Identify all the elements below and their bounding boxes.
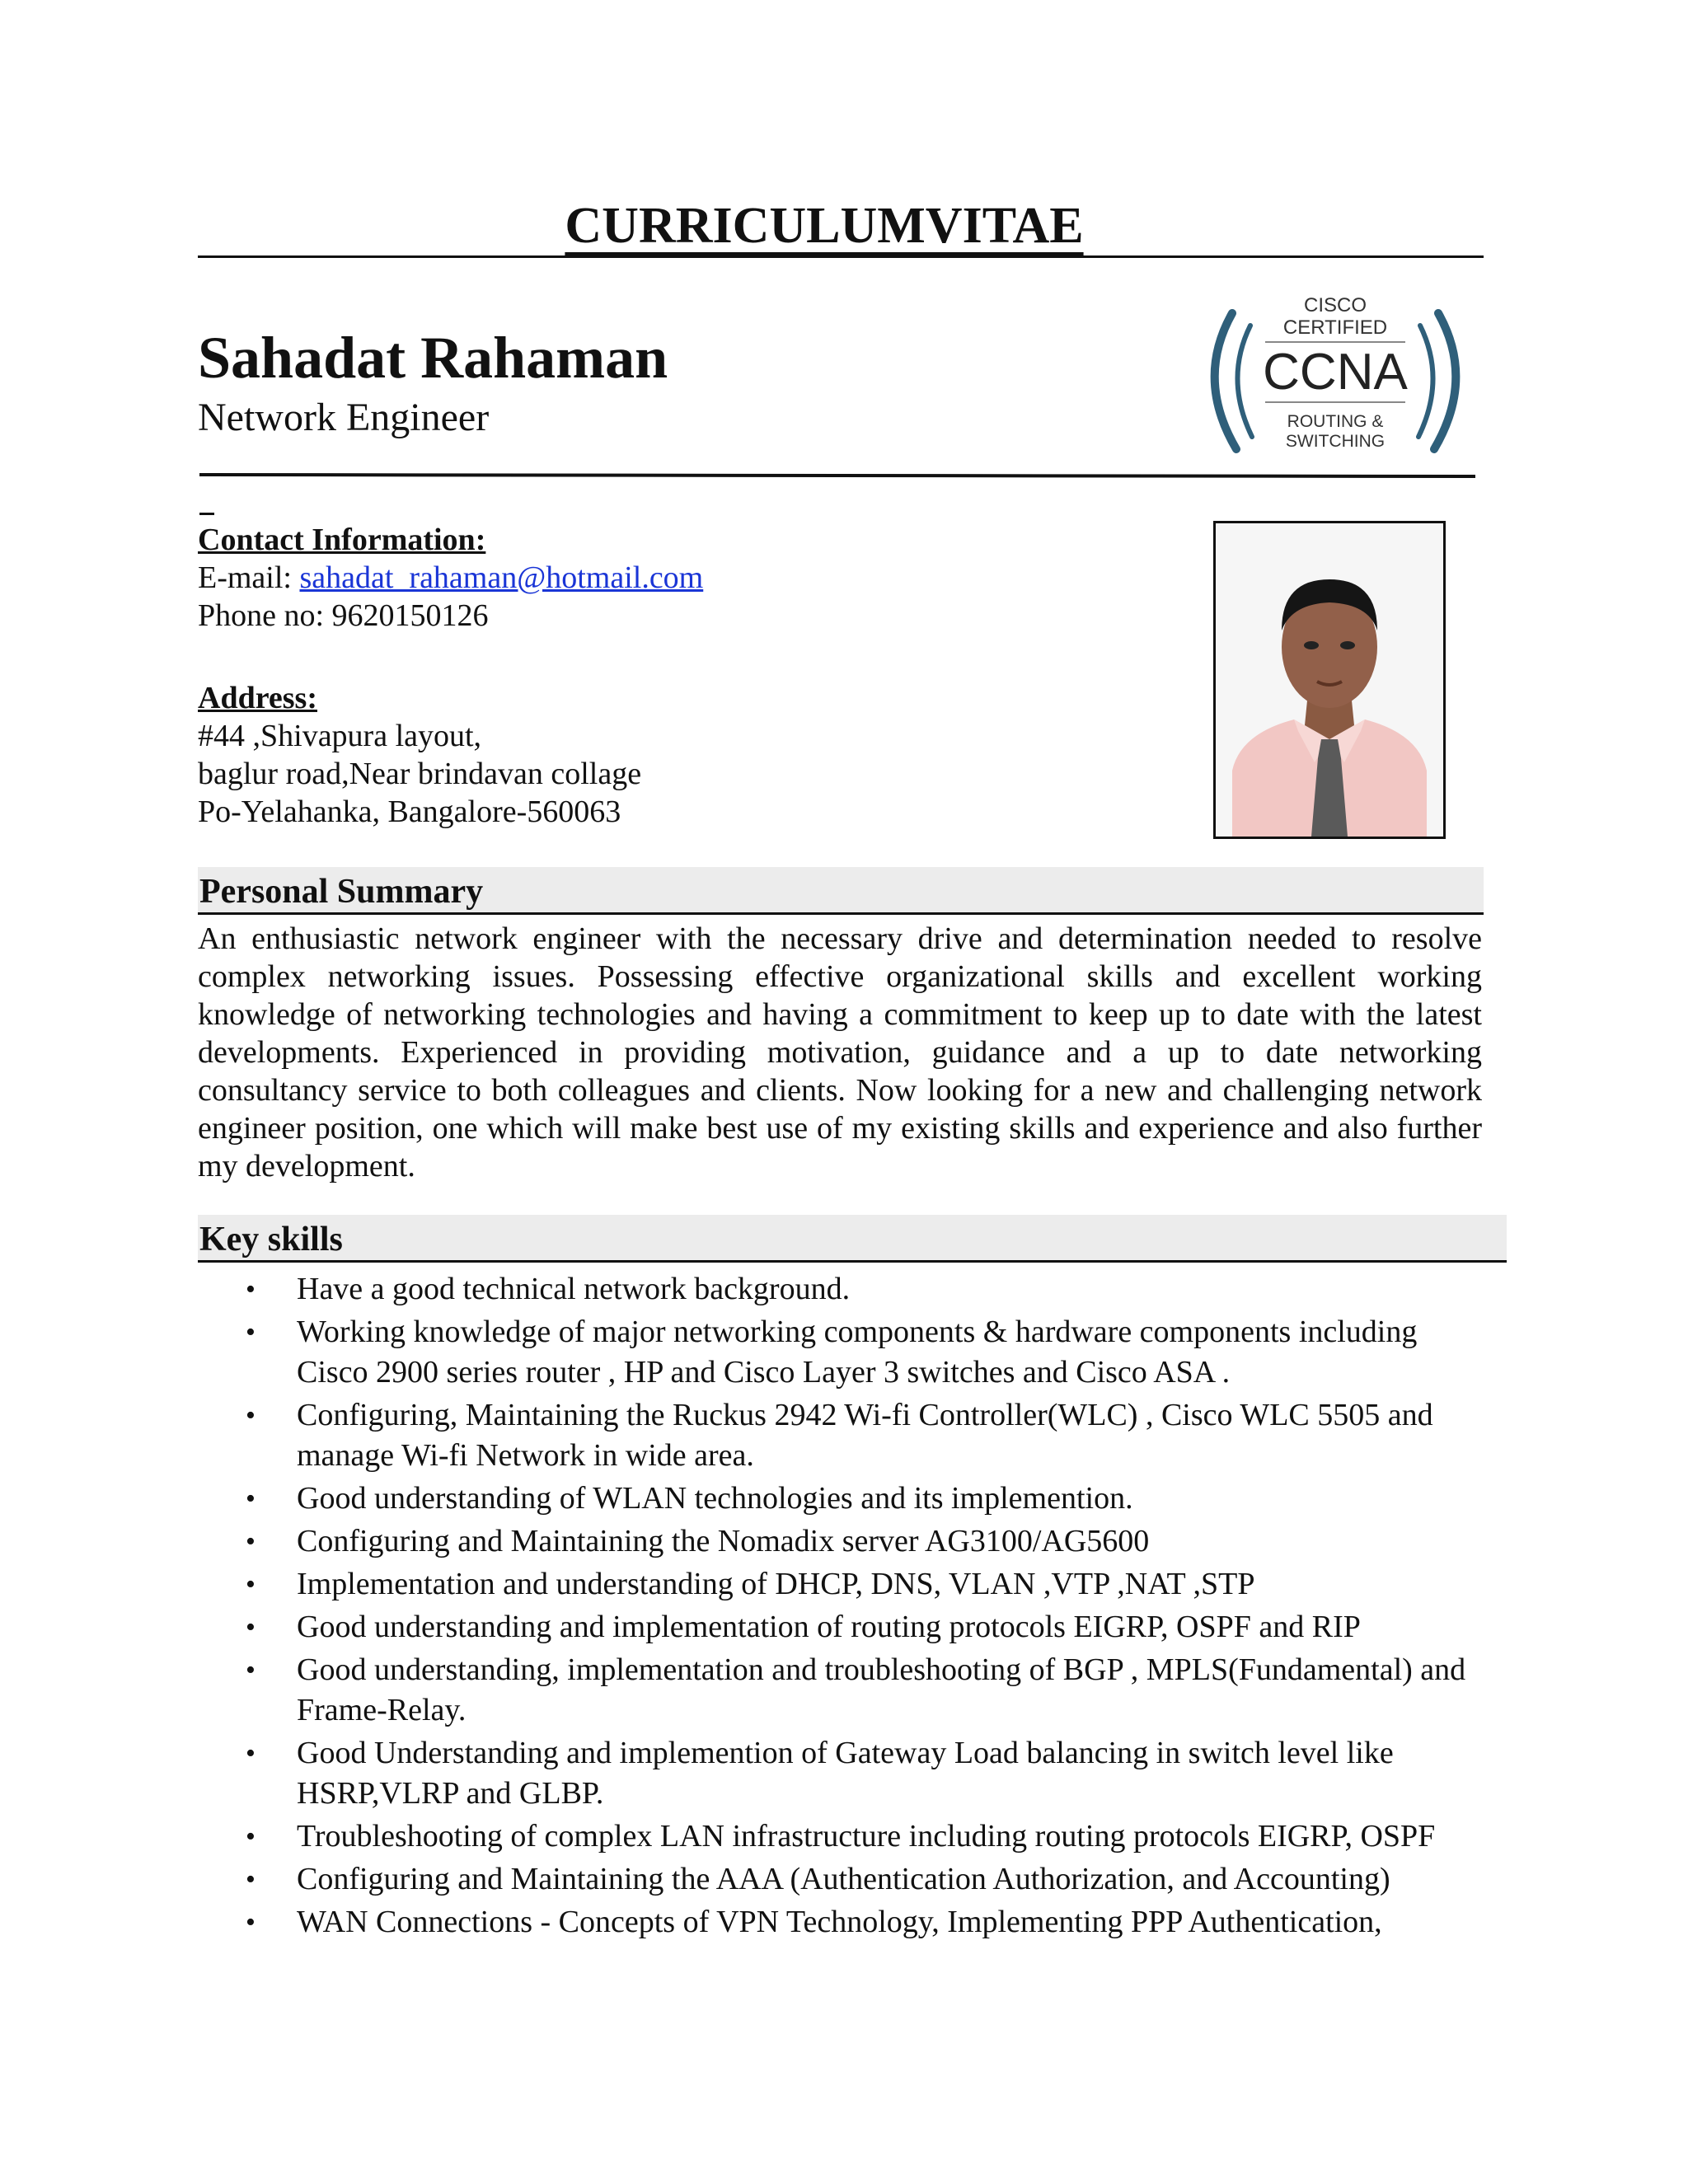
skill-item: • Have a good technical network background. [198, 1269, 1492, 1310]
phone-number: Phone no: 9620150126 [198, 598, 489, 633]
bullet-icon: • [246, 1612, 256, 1643]
email-label: E-mail: [198, 560, 292, 595]
header-divider [199, 473, 1475, 478]
address-line: baglur road,Near brindavan collage [198, 757, 642, 791]
bullet-icon: • [246, 1821, 256, 1852]
skill-item: • Good understanding of WLAN technologies and its implemention. [198, 1479, 1492, 1519]
bullet-icon: • [246, 1864, 256, 1895]
skill-item: • WAN Connections - Concepts of VPN Technology, Implementing PPP Authentication, [198, 1902, 1492, 1943]
bullet-icon: • [246, 1526, 256, 1557]
badge-right-inner-arc [1418, 326, 1433, 437]
badge-main-text: CCNA [1263, 344, 1408, 401]
skill-item: • Configuring, Maintaining the Ruckus 2942 Wi-fi Controller(WLC) , Cisco WLC 5505 and manage Wi-fi Network in wide area. [198, 1395, 1492, 1476]
contact-section [198, 521, 703, 635]
personal-summary-text: An enthusiastic network engineer with the necessary drive and determination needed to resolve complex networking issues. Possessing effective organizational skills and excellent working knowledge of networking technologies and having a commitment to keep up to date with the latest developments. Experienced in providing motivation, guidance and a up to date networking consultancy service to both colleagues and clients. Now looking for a new and challenging network engineer position, one which will make best use of my existing skills and experience and also further my development. [198, 921, 1482, 1183]
contact-heading: Contact Information: [198, 523, 486, 557]
key-skills-list [198, 1269, 1492, 1945]
skill-item: • Troubleshooting of complex LAN infrastructure including routing protocols EIGRP, OSPF [198, 1816, 1492, 1857]
skill-item: • Configuring and Maintaining the Nomadix server AG3100/AG5600 [198, 1521, 1492, 1562]
candidate-name: Sahadat Rahaman [198, 325, 668, 391]
divider-mark [199, 513, 214, 515]
bullet-icon: • [246, 1274, 256, 1305]
email-row [198, 559, 703, 597]
address-section [198, 679, 641, 831]
key-skills-heading: Key skills [198, 1215, 1507, 1263]
bullet-icon: • [246, 1569, 256, 1600]
badge-right-arc [1434, 313, 1456, 449]
bullet-icon: • [246, 1483, 256, 1514]
skill-item: • Good understanding, implementation and troubleshooting of BGP , MPLS(Fundamental) and Frame-Relay. [198, 1650, 1492, 1731]
skill-item: • Configuring and Maintaining the AAA (Authentication Authorization, and Accounting) [198, 1859, 1492, 1900]
skill-item: • Good understanding and implementation of routing protocols EIGRP, OSPF and RIP [198, 1607, 1492, 1647]
badge-left-arc [1215, 313, 1236, 449]
bullet-icon: • [246, 1738, 256, 1769]
bullet-icon: • [246, 1400, 256, 1431]
skill-item: • Implementation and understanding of DHCP, DNS, VLAN ,VTP ,NAT ,STP [198, 1564, 1492, 1605]
title-rule [198, 196, 1484, 258]
address-line: Po-Yelahanka, Bangalore-560063 [198, 794, 621, 829]
bullet-icon: • [246, 1317, 256, 1347]
badge-left-inner-arc [1237, 326, 1252, 437]
badge-line4: SWITCHING [1285, 432, 1386, 451]
badge-line3: ROUTING & [1287, 412, 1384, 431]
profile-photo [1213, 521, 1446, 839]
skill-item: • Working knowledge of major networking components & hardware components including Cisco 2900 series router , HP and Cisco Layer 3 switches and Cisco ASA . [198, 1312, 1492, 1393]
badge-line2: CERTIFIED [1282, 316, 1388, 339]
bullet-icon: • [246, 1907, 256, 1938]
candidate-job-title: Network Engineer [198, 396, 490, 439]
email-link[interactable]: sahadat_rahaman@hotmail.com [299, 560, 704, 595]
ccna-certification-badge [1199, 297, 1471, 462]
personal-summary-heading: Personal Summary [198, 867, 1484, 915]
address-heading: Address: [198, 681, 317, 715]
badge-line1: CISCO [1303, 297, 1367, 316]
document-title: CURRICULUMVITAE [565, 198, 1084, 254]
bullet-icon: • [246, 1655, 256, 1685]
address-line: #44 ,Shivapura layout, [198, 719, 482, 753]
skill-item: • Good Understanding and implemention of Gateway Load balancing in switch level like HSRP,VLRP and GLBP. [198, 1733, 1492, 1814]
profile-photo-illustration [1216, 523, 1443, 837]
